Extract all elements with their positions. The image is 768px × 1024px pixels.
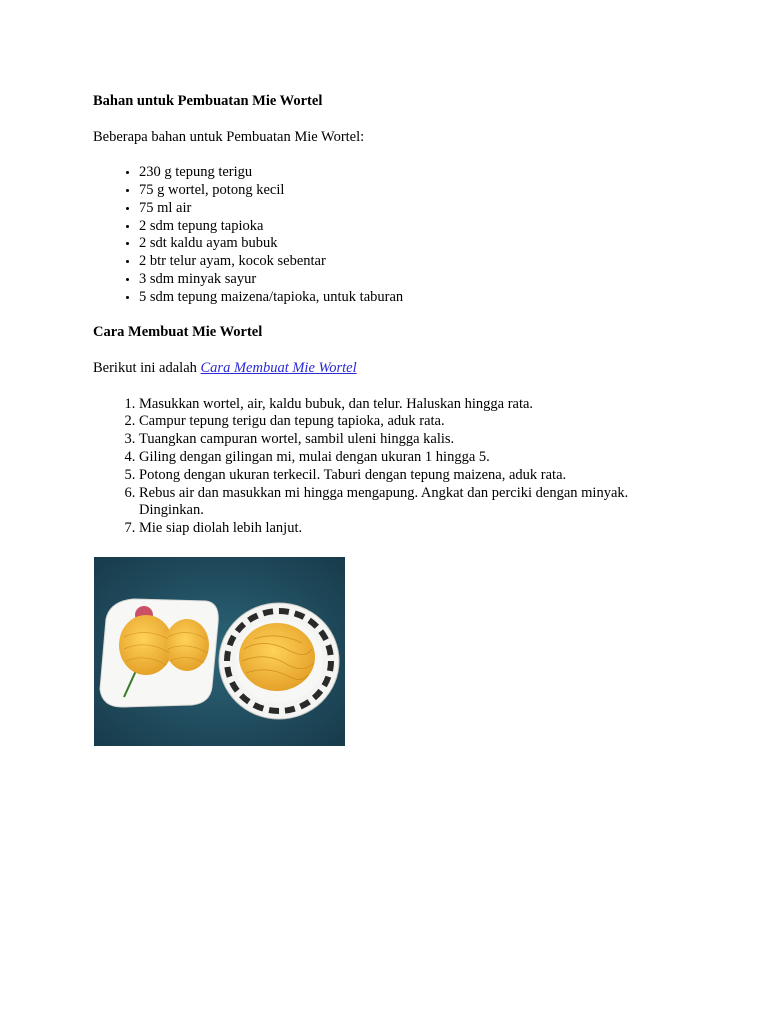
ingredients-list xyxy=(93,164,693,306)
noodle-nest-2 xyxy=(165,619,209,671)
list-item: • 5 sdm tepung maizena/tapioka, untuk taburan xyxy=(139,289,693,307)
steps-list xyxy=(93,396,693,538)
list-item: 2. Campur tepung terigu dan tepung tapioka, aduk rata. xyxy=(139,413,693,431)
ingredients-heading: Bahan untuk Pembuatan Mie Wortel xyxy=(93,93,323,109)
list-item: • 2 btr telur ayam, kocok sebentar xyxy=(139,253,693,271)
list-item: 1. Masukkan wortel, air, kaldu bubuk, dan telur. Haluskan hingga rata. xyxy=(139,396,693,414)
recipe-link[interactable]: Cara Membuat Mie Wortel xyxy=(200,359,357,376)
steps-intro-text: Berikut ini adalah xyxy=(93,359,201,376)
steps-heading: Cara Membuat Mie Wortel xyxy=(93,324,263,341)
steps-intro xyxy=(93,360,693,378)
list-item: 4. Giling dengan gilingan mi, mulai dengan ukuran 1 hingga 5. xyxy=(139,449,693,467)
document-page xyxy=(93,93,693,538)
list-item: 3. Tuangkan campuran wortel, sambil uleni hingga kalis. xyxy=(139,431,693,449)
list-item: • 2 sdt kaldu ayam bubuk xyxy=(139,235,693,253)
list-item: • 75 g wortel, potong kecil xyxy=(139,182,693,200)
ingredients-intro: Beberapa bahan untuk Pembuatan Mie Wortel: xyxy=(93,128,365,145)
noodle-photo xyxy=(94,557,345,746)
list-item: • 230 g tepung terigu xyxy=(139,164,693,182)
list-item: 7. Mie siap diolah lebih lanjut. xyxy=(139,520,693,538)
list-item: 6. Rebus air dan masukkan mi hingga mengapung. Angkat dan perciki dengan minyak. Dinginkan. xyxy=(139,485,693,521)
list-item: • 75 ml air xyxy=(139,200,693,218)
boiled-noodles xyxy=(239,623,315,691)
list-item: 5. Potong dengan ukuran terkecil. Taburi dengan tepung maizena, aduk rata. xyxy=(139,467,693,485)
list-item: • 2 sdm tepung tapioka xyxy=(139,218,693,236)
list-item: • 3 sdm minyak sayur xyxy=(139,271,693,289)
